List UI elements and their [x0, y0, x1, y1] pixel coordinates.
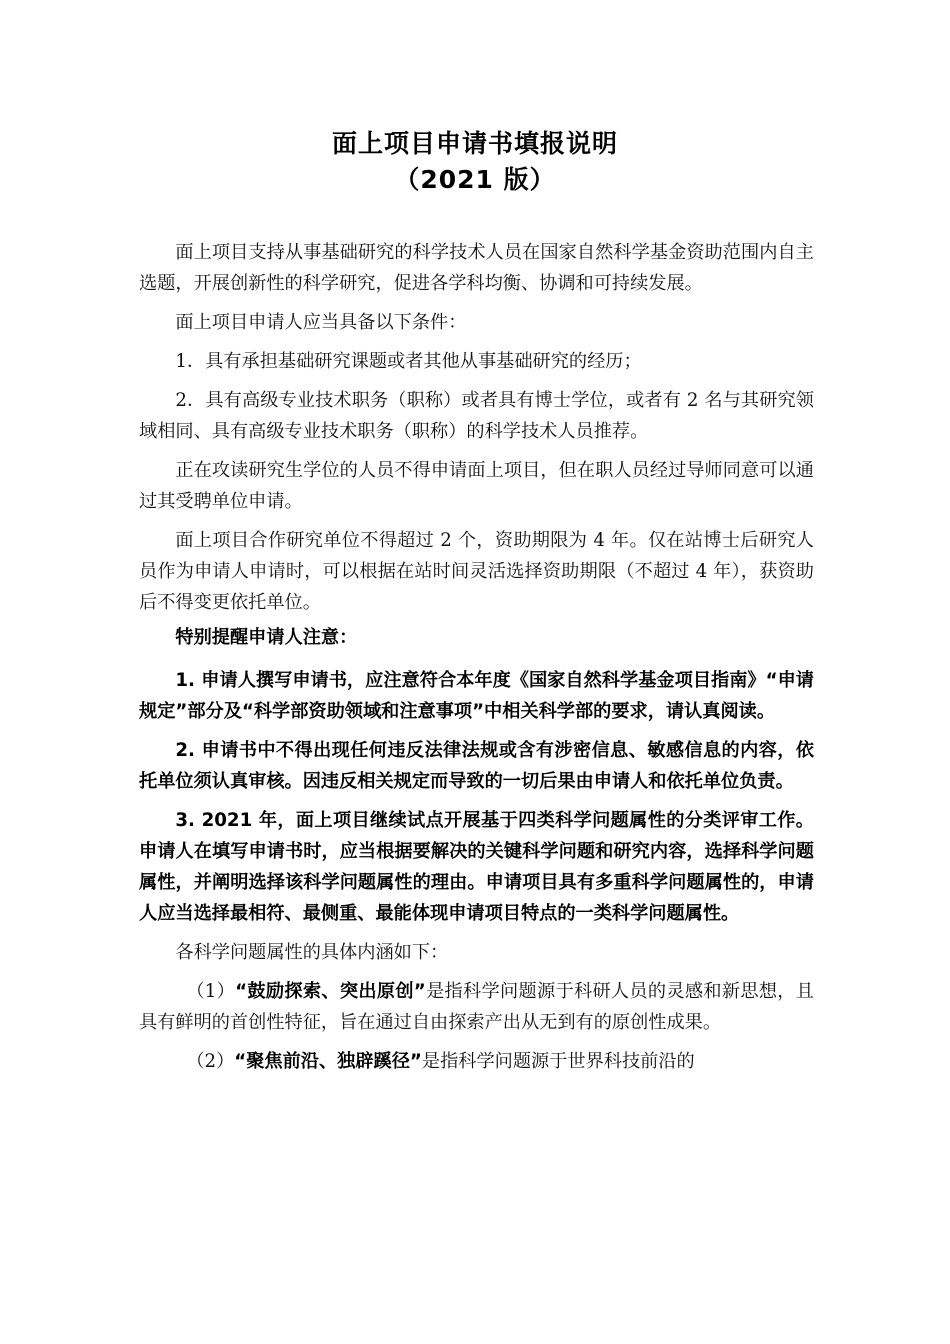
attribute-1-name: “鼓励探索、突出原创”: [235, 981, 426, 1002]
reminder-item-1: 1. 申请人撰写申请书，应注意符合本年度《国家自然科学基金项目指南》“申请规定”部分及“科学部资助领域和注意事项”中相关科学部的要求，请认真阅读。: [139, 670, 814, 722]
paragraph-condition-2: 2．具有高级专业技术职务（职称）或者具有博士学位，或者有 2 名与其研究领域相同、具有高级专业技术职务（职称）的科学技术人员推荐。: [139, 390, 814, 442]
paragraph-condition-1: 1．具有承担基础研究课题或者其他从事基础研究的经历；: [175, 351, 642, 372]
document-body: [139, 237, 814, 1085]
paragraph-students: 正在攻读研究生学位的人员不得申请面上项目，但在职人员经过导师同意可以通过其受聘单位申请。: [139, 460, 814, 512]
attribute-2-number: （2）: [186, 1051, 235, 1072]
attribute-item-1: [139, 976, 814, 1038]
attribute-1-number: （1）: [186, 981, 236, 1002]
reminder-item-3: 3. 2021 年，面上项目继续试点开展基于四类科学问题属性的分类评审工作。申请人在填写申请书时，应当根据要解决的关键科学问题和研究内容，选择科学问题属性，并阐明选择该科学问题属性的理由。申请项目具有多重科学问题属性的，申请人应当选择最相符、最侧重、最能体现申请项目特点的一类科学问题属性。: [139, 810, 814, 924]
attribute-1-text: 是指科学问题源于科研人员的灵感和新思想，且具有鲜明的首创性特征，旨在通过自由探索产出从无到有的原创性成果。: [139, 981, 814, 1033]
paragraph-attributes-intro: 各科学问题属性的具体内涵如下：: [175, 942, 449, 963]
attribute-2-name: “聚焦前沿、独辟蹊径”: [234, 1051, 422, 1072]
document-title: 面上项目申请书填报说明: [331, 129, 618, 158]
reminder-heading: 特别提醒申请人注意：: [175, 627, 358, 648]
reminder-item-2: 2. 申请书中不得出现任何违反法律法规或含有涉密信息、敏感信息的内容，依托单位须认真审核。因违反相关规定而导致的一切后果由申请人和依托单位负责。: [139, 740, 814, 792]
paragraph-intro: 面上项目支持从事基础研究的科学技术人员在国家自然科学基金资助范围内自主选题，开展创新性的科学研究，促进各学科均衡、协调和可持续发展。: [139, 242, 814, 294]
paragraph-cooperation: 面上项目合作研究单位不得超过 2 个，资助期限为 4 年。仅在站博士后研究人员作为申请人申请时，可以根据在站时间灵活选择资助期限（不超过 4 年），获资助后不得变更依托单位。: [139, 530, 814, 613]
attribute-2-text: 是指科学问题源于世界科技前沿的: [421, 1051, 695, 1072]
attribute-item-2: [139, 1046, 814, 1077]
paragraph-conditions-intro: 面上项目申请人应当具备以下条件：: [175, 312, 467, 333]
document-edition: （2021 版）: [394, 165, 556, 194]
